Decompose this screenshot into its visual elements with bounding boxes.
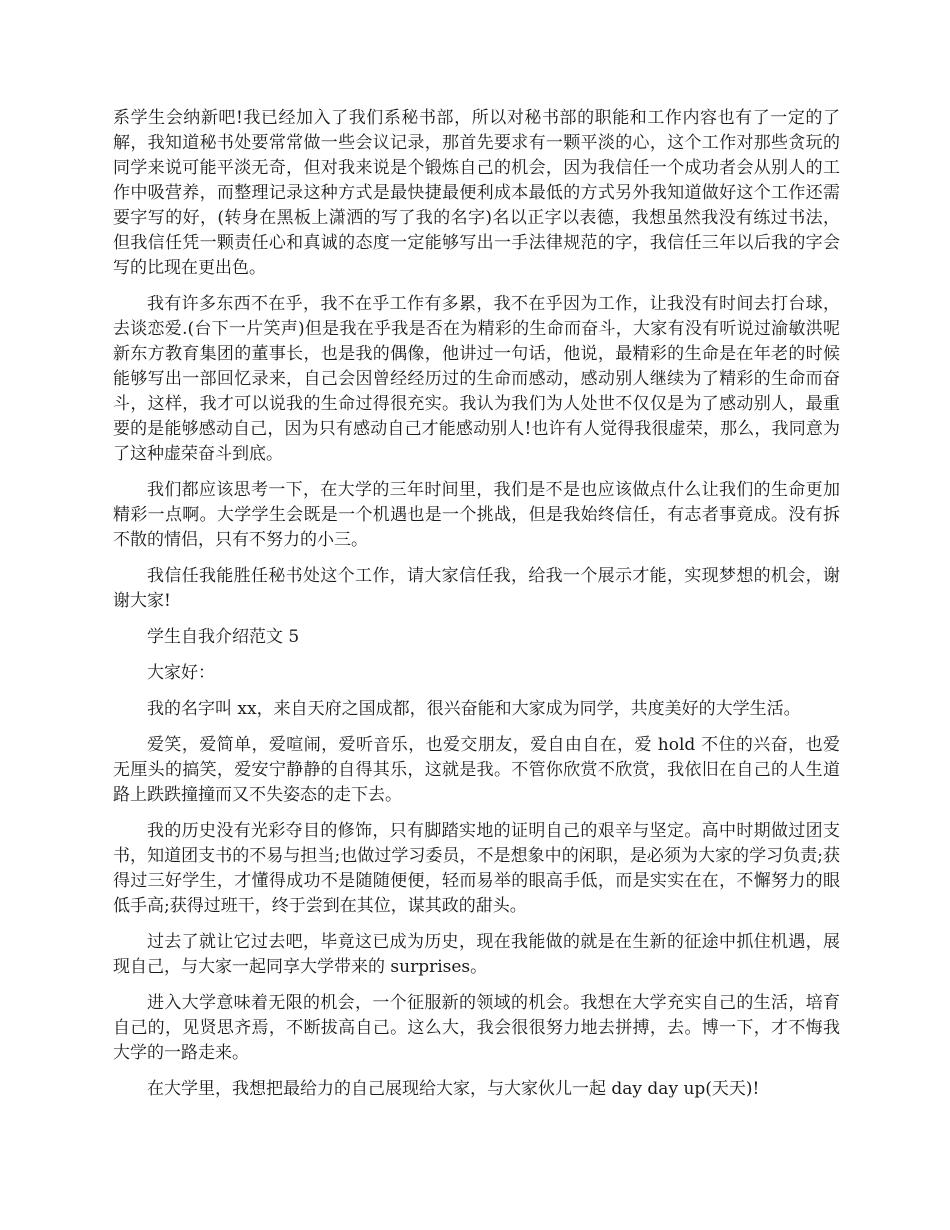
paragraph-1: 系学生会纳新吧!我已经加入了我们系秘书部，所以对秘书部的职能和工作内容也有了一定的了解，我知道秘书处要常常做一些会议记录，那首先要求有一颗平淡的心，这个工作对那些贪玩的同学来说可能平淡无奇，但对我来说是个锻炼自己的机会，因为我信任一个成功者会从别人的工作中吸营养，而整理记录这种方式是最快捷最便利成本最低的方式另外我知道做好这个工作还需要字写的好，(转身在黑板上潇洒的写了我的名字)名以正字以表德，我想虽然我没有练过书法，但我信任凭一颗责任心和真诚的态度一定能够写出一手法律规范的字，我信任三年以后我的字会写的比现在更出色。: [113, 108, 840, 278]
paragraph-3: 我们都应该思考一下，在大学的三年时间里，我们是不是也应该做点什么让我们的生命更加精彩一点啊。大学学生会既是一个机遇也是一个挑战，但是我始终信任，有志者事竟成。没有拆不散的情侣，只有不努力的小三。: [113, 480, 840, 550]
paragraph-9: 我的历史没有光彩夺目的修饰，只有脚踏实地的证明自己的艰辛与坚定。高中时期做过团支书，知道团支书的不易与担当;也做过学习委员，不是想象中的闲职，是必须为大家的学习负责;获得过三好学生，才懂得成功不是随随便便，轻而易举的眼高手低，而是实实在在，不懈努力的眼低手高;获得过班干，终于尝到在其位，谋其政的甜头。: [113, 821, 841, 916]
paragraph-11: 进入大学意味着无限的机会，一个征服新的领域的机会。我想在大学充实自己的生活，培育自己的，见贤思齐焉，不断拔高自己。这么大，我会很很努力地去拼搏，去。博一下，才不悔我大学的一路走来。: [113, 993, 840, 1063]
greeting: 大家好：: [147, 663, 215, 683]
paragraph-7: 我的名字叫 xx，来自天府之国成都，很兴奋能和大家成为同学，共度美好的大学生活。: [147, 699, 801, 719]
section-heading: 学生自我介绍范文 5: [147, 627, 300, 647]
paragraph-10: 过去了就让它过去吧，毕竟这已成为历史，现在我能做的就是在生新的征途中抓住机遇，展现自己，与大家一起同享大学带来的 surprises。: [113, 932, 840, 977]
paragraph-8: 爱笑，爱简单，爱喧闹，爱听音乐，也爱交朋友，爱自由自在，爱 hold 不住的兴奋，也爱无厘头的搞笑，爱安宁静静的自得其乐，这就是我。不管你欣赏不欣赏，我依旧在自己的人生道路上跌跌撞撞而又不失姿态的走下去。: [113, 735, 840, 805]
paragraph-4: 我信任我能胜任秘书处这个工作，请大家信任我，给我一个展示才能，实现梦想的机会，谢谢大家!: [113, 566, 840, 611]
document-body: [113, 106, 840, 1113]
paragraph-12: 在大学里，我想把最给力的自己展现给大家，与大家伙儿一起 day day up(天天)!: [147, 1079, 760, 1099]
paragraph-2: 我有许多东西不在乎，我不在乎工作有多累，我不在乎因为工作，让我没有时间去打台球，去谈恋爱.(台下一片笑声)但是我在乎我是否在为精彩的生命而奋斗，大家有没有听说过渝敏洪呢新东方教育集团的董事长，也是我的偶像，他讲过一句话，他说，最精彩的生命是在年老的时候能够写出一部回忆录来，自己会因曾经经历过的生命而感动，感动别人继续为了精彩的生命而奋斗，这样，我才可以说我的生命过得很充实。我认为我们为人处世不仅仅是为了感动别人，最重要的是能够感动自己，因为只有感动自己才能感动别人!也许有人觉得我很虚荣，那么，我同意为了这种虚荣奋斗到底。: [113, 294, 840, 464]
